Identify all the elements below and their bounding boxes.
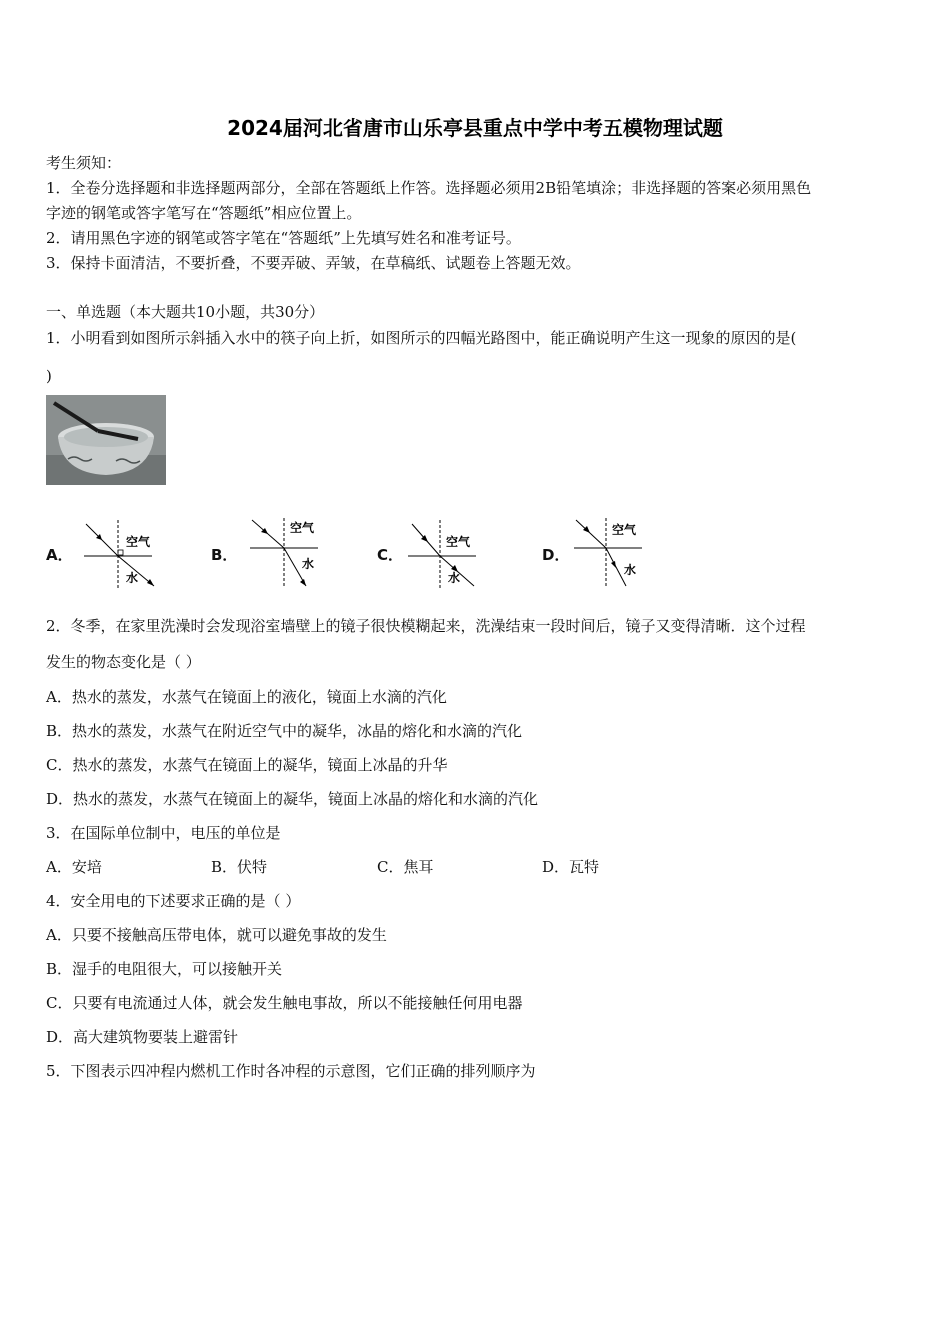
question-1-stem: 1．小明看到如图所示斜插入水中的筷子向上折，如图所示的四幅光路图中，能正确说明产生这一现象的原因的是( [46,329,797,347]
notice-item-3: 3．保持卡面清洁，不要折叠，不要弄破、弄皱，在草稿纸、试题卷上答题无效。 [46,254,581,272]
question-3-option-b: B．伏特 [211,858,268,876]
question-3-stem: 3．在国际单位制中，电压的单位是 [46,824,281,842]
air-label-a: 空气 [126,535,151,549]
question-1-stem-end: ) [46,367,52,385]
page-title: 2024届河北省唐市山乐亭县重点中学中考五模物理试题 [227,116,723,140]
light-path-diagram-a [82,516,172,592]
question-2-stem-line-2: 发生的物态变化是（ ） [46,653,201,671]
question-1-option-a: A． [46,546,73,564]
question-2-option-d: D．热水的蒸发，水蒸气在镜面上的凝华，镜面上冰晶的熔化和水滴的汽化 [46,790,539,808]
question-3-option-d: D．瓦特 [542,858,600,876]
question-2-option-c: C．热水的蒸发，水蒸气在镜面上的凝华，镜面上冰晶的升华 [46,756,448,774]
question-4-stem: 4．安全用电的下述要求正确的是（ ） [46,892,301,910]
question-5-stem: 5．下图表示四冲程内燃机工作时各冲程的示意图，它们正确的排列顺序为 [46,1062,536,1080]
question-4-option-d: D．高大建筑物要装上避雷针 [46,1028,239,1046]
light-path-diagram-c [406,516,496,592]
question-3-option-c: C．焦耳 [377,858,434,876]
light-path-diagram-d [570,516,660,592]
question-1-option-c: C． [377,546,404,564]
question-3-option-a: A．安培 [46,858,102,876]
water-label-a: 水 [126,571,139,585]
light-path-diagram-b [246,516,336,592]
chopstick-bowl-photo [46,395,166,485]
notice-item-1: 1．全卷分选择题和非选择题两部分，全部在答题纸上作答。选择题必须用2B铅笔填涂；非选择题的答案必须用黑色 [46,179,812,197]
question-4-option-a: A．只要不接触高压带电体，就可以避免事故的发生 [46,926,387,944]
air-label-b: 空气 [290,521,315,535]
question-2-stem-line-1: 2．冬季，在家里洗澡时会发现浴室墙壁上的镜子很快模糊起来，洗澡结束一段时间后，镜子又变得清晰．这个过程 [46,617,806,635]
question-2-option-b: B．热水的蒸发，水蒸气在附近空气中的凝华，冰晶的熔化和水滴的汽化 [46,722,523,740]
air-label-d: 空气 [612,523,637,537]
question-4-option-c: C．只要有电流通过人体，就会发生触电事故，所以不能接触任何用电器 [46,994,523,1012]
water-label-c: 水 [448,571,461,585]
section-heading: 一、单选题（本大题共10小题，共30分） [46,303,325,321]
question-1-option-d: D． [542,546,570,564]
notice-heading: 考生须知： [46,154,122,172]
water-label-d: 水 [624,563,637,577]
notice-item-1-cont: 字迹的钢笔或答字笔写在“答题纸”相应位置上。 [46,204,362,222]
water-label-b: 水 [302,557,315,571]
question-1-option-b: B． [211,546,238,564]
notice-item-2: 2．请用黑色字迹的钢笔或答字笔在“答题纸”上先填写姓名和准考证号。 [46,229,521,247]
question-2-option-a: A．热水的蒸发，水蒸气在镜面上的液化，镜面上水滴的汽化 [46,688,447,706]
question-4-option-b: B．湿手的电阻很大，可以接触开关 [46,960,283,978]
air-label-c: 空气 [446,535,471,549]
